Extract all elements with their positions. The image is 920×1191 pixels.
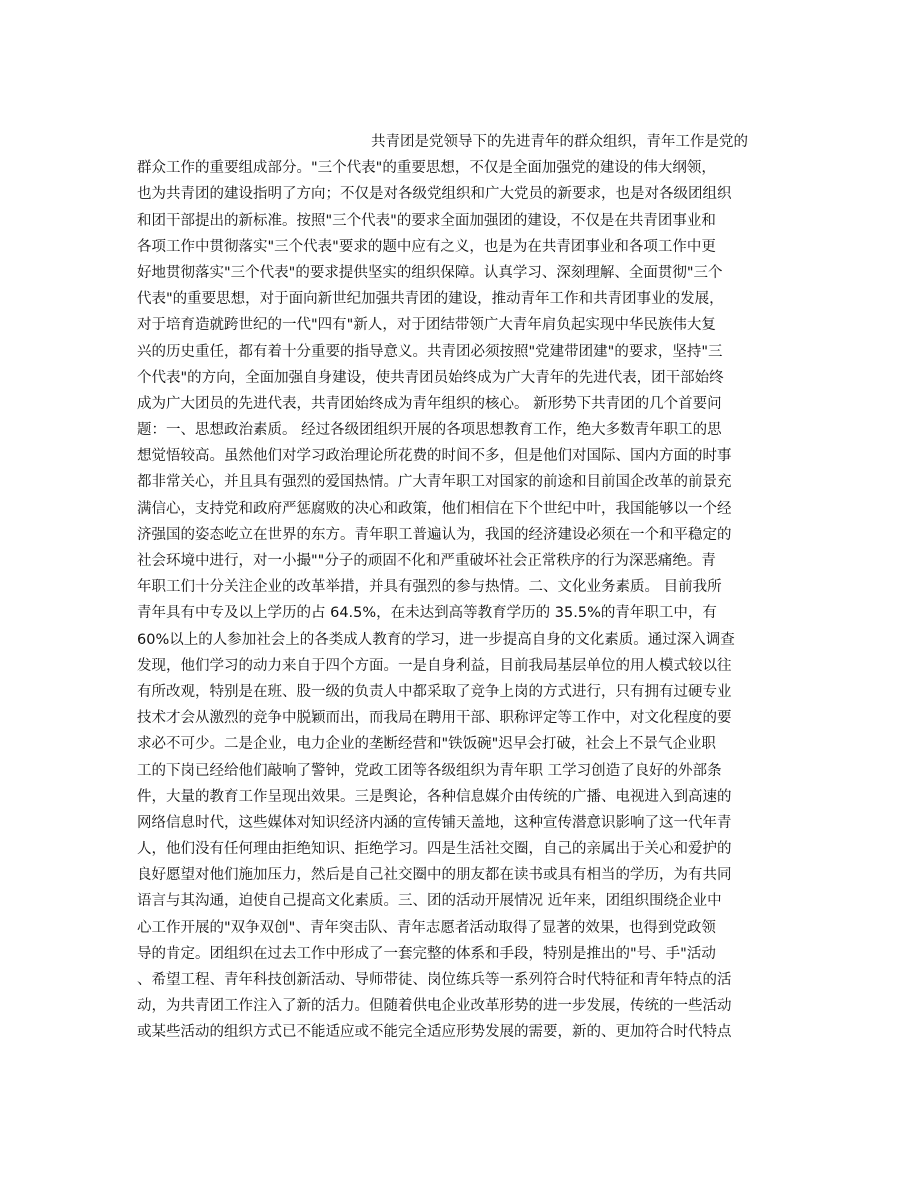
text-line: 发现，他们学习的动力来自于四个方面。一是自身利益，目前我局基层单位的用人模式较以往 xyxy=(137,657,732,674)
text-line: 济强国的姿态屹立在世界的东方。青年职工普遍认为，我国的经济建设必须在一个和平稳定的 xyxy=(137,526,732,543)
text-line: 个代表"的方向，全面加强自身建设，使共青团员始终成为广大青年的先进代表，团干部始终 xyxy=(137,369,724,386)
text-line: 心工作开展的"双争双创"、青年突击队、青年志愿者活动取得了显著的效果，也得到党政领 xyxy=(137,919,716,936)
text-line: 工的下岗已经给他们敲响了警钟，党政工团等各级组织为青年职 工学习创造了良好的外部条 xyxy=(137,762,722,779)
text-line: 好地贯彻落实"三个代表"的要求提供坚实的组织保障。认真学习、深刻理解、全面贯彻"三个 xyxy=(137,264,723,281)
text-line: 共青团是党领导下的先进青年的群众组织，青年工作是党的 xyxy=(371,134,748,150)
text-line: 社会环境中进行，对一小撮""分子的顽固不化和严重破坏社会正常秩序的行为深恶痛绝。青 xyxy=(137,553,716,569)
text-line: 语言与其沟通，迫使自己提高文化素质。三、团的活动开展情况 近年来，团组织围绕企业中 xyxy=(137,893,722,910)
text-line: 求必不可少。二是企业，电力企业的垄断经营和"铁饭碗"迟早会打破，社会上不景气企业职 xyxy=(137,736,716,753)
text-line: 满信心，支持党和政府严惩腐败的决心和政策，他们相信在下个世纪中叶，我国能够以一个经 xyxy=(137,500,732,517)
text-line: 有所改观，特别是在班、股一级的负责人中都采取了竞争上岗的方式进行，只有拥有过硬专业 xyxy=(137,683,732,700)
text-line: 代表"的重要思想，对于面向新世纪加强共青团的建设，推动青年工作和共青团事业的发展， xyxy=(137,291,724,308)
text-line: 和团干部提出的新标准。按照"三个代表"的要求全面加强团的建设，不仅是在共青团事业和 xyxy=(137,212,716,229)
text-line: 技术才会从激烈的竞争中脱颖而出，而我局在聘用干部、职称评定等工作中，对文化程度的要 xyxy=(137,710,732,727)
text-line: 对于培育造就跨世纪的一代"四有"新人，对于团结带领广大青年肩负起实现中华民族伟大复 xyxy=(137,317,716,334)
text-line: 或某些活动的组织方式已不能适应或不能完全适应形势发展的需要，新的、更加符合时代特点 xyxy=(137,1024,732,1041)
text-line: 人，他们没有任何理由拒绝知识、拒绝学习。四是生活社交圈，自己的亲属出于关心和爱护的 xyxy=(137,841,732,858)
text-line: 件，大量的教育工作呈现出效果。三是舆论，各种信息媒介由传统的广播、电视进入到高速的 xyxy=(137,788,732,805)
text-line: 60%以上的人参加社会上的各类成人教育的学习，进一步提高自身的文化素质。通过深入调查 xyxy=(137,631,735,648)
text-line: 网络信息时代，这些媒体对知识经济内涵的宣传铺天盖地，这种宣传潜意识影响了这一代年青 xyxy=(137,814,732,831)
text-line: 良好愿望对他们施加压力，然后是自己社交圈中的朋友都在读书或具有相当的学历，为有共同 xyxy=(137,867,732,884)
text-line: 动，为共青团工作注入了新的活力。但随着供电企业改革形势的进一步发展，传统的一些活动 xyxy=(137,998,732,1015)
text-line: 兴的历史重任，都有着十分重要的指导意义。共青团必须按照"党建带团建"的要求，坚持"三 xyxy=(137,343,723,360)
text-line: 成为广大团员的先进代表，共青团始终成为青年组织的核心。 新形势下共青团的几个首要问 xyxy=(137,395,722,412)
text-line: 想觉悟较高。虽然他们对学习政治理论所花费的时间不多，但是他们对国际、国内方面的时事 xyxy=(137,448,732,465)
text-line: 题：一、思想政治素质。 经过各级团组织开展的各项思想教育工作，绝大多数青年职工的思 xyxy=(137,422,722,439)
text-line: 也为共青团的建设指明了方向；不仅是对各级党组织和广大党员的新要求，也是对各级团组织 xyxy=(137,186,732,203)
text-line: 导的肯定。团组织在过去工作中形成了一套完整的体系和手段，特别是推出的"号、手"活动 xyxy=(137,945,716,962)
text-line: 年职工们十分关注企业的改革举措，并具有强烈的参与热情。二、文化业务素质。 目前我所 xyxy=(137,579,722,596)
text-line: 青年具有中专及以上学历的占 64.5%，在未达到高等教育学历的 35.5%的青年职工中，有 xyxy=(137,605,717,622)
text-line: 、希望工程、青年科技创新活动、导师带徒、岗位练兵等一系列符合时代特征和青年特点的活 xyxy=(137,972,732,988)
document-body xyxy=(137,129,797,1046)
text-line: 都非常关心，并且具有强烈的爱国热情。广大青年职工对国家的前途和目前国企改革的前景充 xyxy=(137,474,732,491)
text-line: 各项工作中贯彻落实"三个代表"要求的题中应有之义，也是为在共青团事业和各项工作中更 xyxy=(137,238,716,255)
text-line: 群众工作的重要组成部分。"三个代表"的重要思想，不仅是全面加强党的建设的伟大纲领， xyxy=(137,160,716,177)
